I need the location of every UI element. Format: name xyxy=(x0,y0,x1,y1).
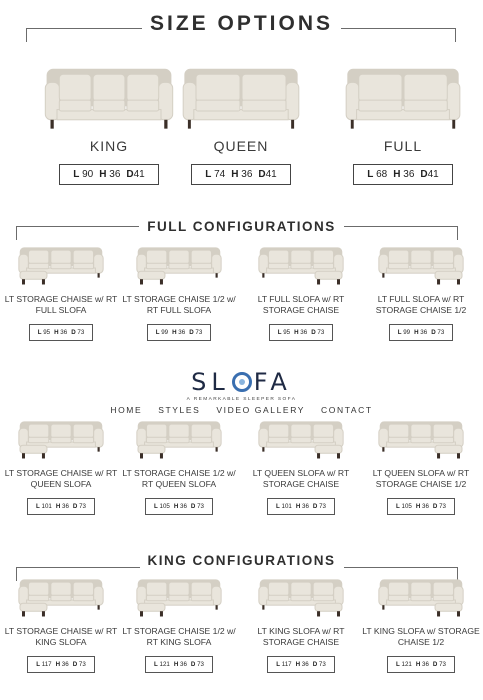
config-name: LT STORAGE CHAISE 1/2 w/ RT FULL SLOFA xyxy=(122,294,236,315)
config-dimensions: L 101 H 36 D 73 xyxy=(27,498,95,515)
logo-o-icon xyxy=(232,372,252,392)
config-name: LT FULL SLOFA w/ RT STORAGE CHAISE xyxy=(257,294,345,315)
config-name: LT KING SLOFA w/ RT STORAGE CHAISE xyxy=(257,626,345,647)
sectional-image xyxy=(242,244,360,288)
size-option-queen[interactable] xyxy=(166,62,316,185)
config-name: LT QUEEN SLOFA w/ RT STORAGE CHAISE xyxy=(252,468,350,489)
sectional-image xyxy=(2,418,120,462)
size-name: QUEEN xyxy=(213,138,269,154)
config-dimensions: L 105 H 36 D 73 xyxy=(387,498,455,515)
size-options-title: SIZE OPTIONS xyxy=(142,12,341,35)
nav-contact[interactable]: CONTACT xyxy=(321,405,373,415)
nav-video-gallery[interactable]: VIDEO GALLERY xyxy=(216,405,306,415)
config-item[interactable] xyxy=(362,244,480,341)
main-nav xyxy=(0,405,483,415)
sectional-image xyxy=(2,244,120,288)
slofa-logo[interactable] xyxy=(0,368,483,402)
config-item[interactable] xyxy=(120,576,238,673)
config-item[interactable] xyxy=(120,418,238,515)
king-config-header xyxy=(0,552,483,570)
dimensions-box: L 74 H 36 D41 xyxy=(191,164,291,185)
config-dimensions: L 101 H 36 D 73 xyxy=(267,498,335,515)
config-item[interactable] xyxy=(242,576,360,673)
config-item[interactable] xyxy=(2,244,120,341)
nav-styles[interactable]: STYLES xyxy=(158,405,201,415)
config-name: LT STORAGE CHAISE w/ RT FULL SLOFA xyxy=(4,294,118,315)
dimensions-box: L 68 H 36 D41 xyxy=(353,164,453,185)
sectional-image xyxy=(242,418,360,462)
config-dimensions: L 99 H 36 D 73 xyxy=(389,324,454,341)
sectional-image xyxy=(362,576,480,620)
sectional-image xyxy=(120,418,238,462)
sofa-image xyxy=(166,62,316,130)
config-dimensions: L 95 H 36 D 73 xyxy=(29,324,94,341)
config-name: LT STORAGE CHAISE 1/2 w/ RT QUEEN SLOFA xyxy=(122,468,236,489)
config-dimensions: L 99 H 36 D 73 xyxy=(147,324,212,341)
config-dimensions: L 95 H 36 D 73 xyxy=(269,324,334,341)
config-item[interactable] xyxy=(120,244,238,341)
king-config-title: KING CONFIGURATIONS xyxy=(140,553,344,568)
sofa-image xyxy=(34,62,184,130)
config-item[interactable] xyxy=(362,576,480,673)
config-name: LT STORAGE CHAISE 1/2 w/ RT KING SLOFA xyxy=(122,626,236,647)
config-item[interactable] xyxy=(2,576,120,673)
logo-tagline: A REMARKABLE SLEEPER SOFA xyxy=(186,397,297,402)
size-option-full[interactable] xyxy=(328,62,478,185)
config-name: LT KING SLOFA w/ STORAGE CHAISE 1/2 xyxy=(362,626,480,647)
nav-home[interactable]: HOME xyxy=(110,405,143,415)
config-dimensions: L 105 H 36 D 73 xyxy=(145,498,213,515)
config-item[interactable] xyxy=(2,418,120,515)
sectional-image xyxy=(120,244,238,288)
dimensions-box: L 90 H 36 D41 xyxy=(59,164,159,185)
config-dimensions: L 121 H 36 D 73 xyxy=(145,656,213,673)
config-dimensions: L 117 H 36 D 73 xyxy=(27,656,95,673)
config-item[interactable] xyxy=(242,418,360,515)
sofa-image xyxy=(328,62,478,130)
config-name: LT STORAGE CHAISE w/ RT QUEEN SLOFA xyxy=(4,468,118,489)
size-option-king[interactable] xyxy=(34,62,184,185)
sectional-image xyxy=(2,576,120,620)
config-item[interactable] xyxy=(362,418,480,515)
full-config-header xyxy=(0,218,483,236)
config-item[interactable] xyxy=(242,244,360,341)
config-dimensions: L 121 H 36 D 73 xyxy=(387,656,455,673)
size-options-header xyxy=(0,12,483,36)
logo-wordmark: SL FA xyxy=(191,368,292,396)
sectional-image xyxy=(362,418,480,462)
sectional-image xyxy=(242,576,360,620)
sectional-image xyxy=(362,244,480,288)
size-name: FULL xyxy=(383,138,423,154)
config-dimensions: L 117 H 36 D 73 xyxy=(267,656,335,673)
config-name: LT STORAGE CHAISE w/ RT KING SLOFA xyxy=(4,626,118,647)
config-name: LT FULL SLOFA w/ RT STORAGE CHAISE 1/2 xyxy=(375,294,467,315)
size-name: KING xyxy=(89,138,129,154)
config-name: LT QUEEN SLOFA w/ RT STORAGE CHAISE 1/2 xyxy=(372,468,470,489)
full-config-title: FULL CONFIGURATIONS xyxy=(139,219,344,234)
sectional-image xyxy=(120,576,238,620)
